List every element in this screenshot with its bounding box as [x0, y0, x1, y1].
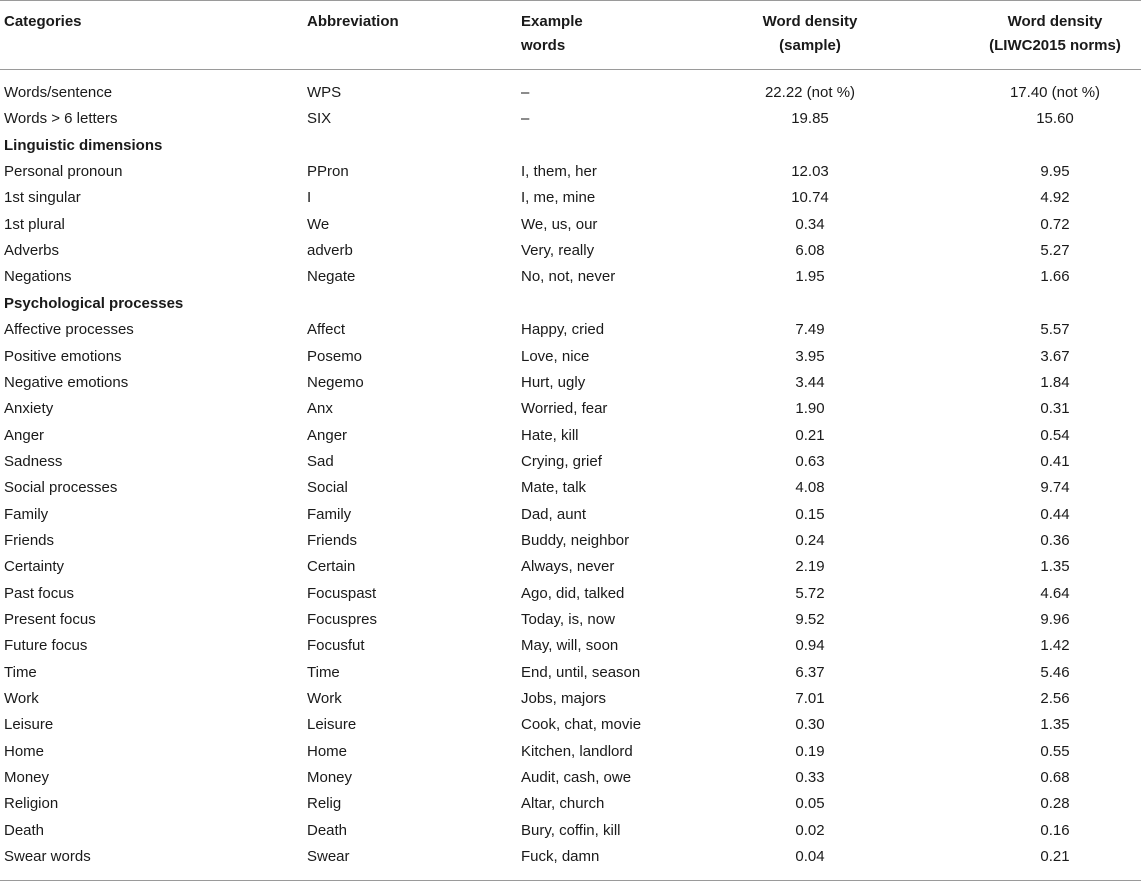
sample-density-cell: 0.04: [795, 848, 825, 866]
example-words-cell: Crying, grief: [521, 452, 602, 470]
abbreviation-cell: PPron: [307, 163, 349, 181]
abbreviation-cell: Sad: [307, 452, 334, 470]
abbreviation-cell: Anger: [307, 426, 348, 444]
header-example-line1: Example: [521, 13, 583, 30]
table-row: [0, 185, 1143, 211]
example-words-cell: Today, is, now: [521, 611, 615, 628]
norms-density-cell: 17.40 (not %): [1009, 84, 1101, 101]
norms-density-cell: 1.42: [1040, 637, 1070, 655]
abbreviation-cell: Social: [307, 479, 348, 497]
abbreviation-cell: Money: [307, 769, 353, 787]
example-words-cell: We, us, our: [521, 215, 598, 233]
abbreviation-cell: Leisure: [307, 716, 357, 734]
abbreviation-cell: Certain: [307, 558, 356, 576]
category-cell: Home: [4, 742, 45, 760]
example-words-cell: Cook, chat, movie: [521, 716, 642, 734]
table-row: [0, 739, 1143, 765]
abbreviation-cell: Relig: [307, 795, 342, 813]
table-row: [0, 502, 1143, 528]
table-row: [0, 317, 1143, 343]
abbreviation-cell: Swear: [307, 848, 350, 866]
example-words-cell: Hate, kill: [521, 426, 579, 444]
category-cell: 1st plural: [4, 215, 65, 233]
norms-density-cell: 4.92: [1040, 189, 1070, 207]
abbreviation-cell: SIX: [307, 110, 332, 128]
abbreviation-cell: Negemo: [307, 373, 364, 391]
norms-density-cell: 0.16: [1040, 821, 1070, 839]
category-cell: Negations: [4, 268, 72, 286]
norms-density-cell: 9.74: [1040, 479, 1070, 497]
sample-density-cell: 5.72: [795, 584, 825, 602]
category-cell: Leisure: [4, 716, 54, 734]
category-cell: Friends: [4, 531, 55, 549]
example-words-cell: I, me, mine: [521, 189, 596, 207]
example-words-cell: Fuck, damn: [521, 848, 600, 866]
table-row: [0, 212, 1143, 238]
abbreviation-cell: Work: [307, 690, 342, 708]
abbreviation-cell: We: [307, 215, 330, 233]
example-words-cell: Worried, fear: [521, 400, 608, 418]
category-cell: Religion: [4, 795, 59, 813]
sample-density-cell: 0.30: [795, 716, 825, 734]
norms-density-cell: 1.66: [1040, 268, 1070, 286]
abbreviation-cell: Affect: [307, 321, 346, 339]
table-top-rule: [0, 0, 1141, 1]
sample-density-cell: 3.95: [795, 347, 825, 365]
norms-density-cell: 1.35: [1040, 716, 1070, 734]
sample-density-cell: 0.05: [795, 795, 825, 813]
category-cell: Time: [4, 663, 37, 681]
norms-density-cell: 9.95: [1040, 163, 1070, 181]
abbreviation-cell: Time: [307, 663, 340, 681]
category-cell: Death: [4, 821, 45, 839]
sample-density-cell: 10.74: [791, 189, 829, 207]
abbreviation-cell: Friends: [307, 531, 358, 549]
example-words-cell: –: [521, 84, 530, 101]
sample-density-cell: 9.52: [795, 611, 825, 628]
sample-density-cell: 7.01: [795, 690, 825, 708]
category-cell: Past focus: [4, 584, 75, 602]
example-words-cell: Hurt, ugly: [521, 373, 586, 391]
sample-density-cell: 0.33: [795, 769, 825, 787]
table-row: [0, 238, 1143, 264]
header-categories: Categories: [4, 13, 82, 30]
category-cell: Words > 6 letters: [4, 110, 118, 128]
norms-density-cell: 0.44: [1040, 505, 1070, 523]
sample-density-cell: 12.03: [791, 163, 829, 181]
table-row: [0, 423, 1143, 449]
header-word-density-norms: [970, 10, 1140, 58]
header-norms-line2: (LIWC2015 norms): [989, 37, 1121, 54]
category-cell: Future focus: [4, 637, 88, 655]
norms-density-cell: 5.46: [1040, 663, 1070, 681]
header-bottom-rule: [0, 69, 1141, 70]
example-words-cell: Mate, talk: [521, 479, 587, 497]
abbreviation-cell: I: [307, 189, 312, 207]
norms-density-cell: 15.60: [1036, 110, 1074, 128]
sample-density-cell: 0.94: [795, 637, 825, 655]
table-row: [0, 818, 1143, 844]
example-words-cell: Altar, church: [521, 795, 605, 813]
header-word-density-sample: [720, 10, 900, 58]
norms-density-cell: 0.41: [1040, 452, 1070, 470]
abbreviation-cell: Home: [307, 742, 348, 760]
norms-density-cell: 0.72: [1040, 215, 1070, 233]
category-cell: Positive emotions: [4, 347, 122, 365]
sample-density-cell: 7.49: [795, 321, 825, 339]
norms-density-cell: 0.55: [1040, 742, 1070, 760]
abbreviation-cell: Focusfut: [307, 637, 365, 655]
header-abbreviation: Abbreviation: [307, 13, 399, 30]
category-cell: 1st singular: [4, 189, 81, 207]
category-cell: Work: [4, 690, 39, 708]
table-row: [0, 554, 1143, 580]
table-row: [0, 660, 1143, 686]
table-row: [0, 475, 1143, 501]
example-words-cell: No, not, never: [521, 268, 616, 286]
table-row: [0, 370, 1143, 396]
table-row: [0, 264, 1143, 290]
abbreviation-cell: adverb: [307, 242, 353, 260]
norms-density-cell: 3.67: [1040, 347, 1070, 365]
table-row: [0, 449, 1143, 475]
sample-density-cell: 0.24: [795, 531, 825, 549]
category-cell: Swear words: [4, 848, 91, 866]
abbreviation-cell: Death: [307, 821, 348, 839]
abbreviation-cell: Negate: [307, 268, 356, 286]
category-cell: Sadness: [4, 452, 63, 470]
example-words-cell: –: [521, 110, 530, 128]
header-norms-line1: Word density: [1007, 13, 1103, 30]
category-cell: Anger: [4, 426, 45, 444]
abbreviation-cell: Focuspres: [307, 611, 378, 628]
category-cell: Psychological processes: [4, 294, 184, 312]
table-row: [0, 581, 1143, 607]
norms-density-cell: 4.64: [1040, 584, 1070, 602]
table-row: [0, 607, 1143, 633]
norms-density-cell: 0.31: [1040, 400, 1070, 418]
example-words-cell: May, will, soon: [521, 637, 619, 655]
table-row: [0, 712, 1143, 738]
example-words-cell: Jobs, majors: [521, 690, 607, 708]
table-row: [0, 106, 1143, 132]
norms-density-cell: 1.35: [1040, 558, 1070, 576]
norms-density-cell: 0.28: [1040, 795, 1070, 813]
norms-density-cell: 0.68: [1040, 769, 1070, 787]
example-words-cell: Bury, coffin, kill: [521, 821, 621, 839]
sample-density-cell: 3.44: [795, 373, 825, 391]
category-cell: Money: [4, 769, 50, 787]
abbreviation-cell: Anx: [307, 400, 333, 418]
table-row: [0, 344, 1143, 370]
example-words-cell: Audit, cash, owe: [521, 769, 632, 787]
example-words-cell: Dad, aunt: [521, 505, 587, 523]
category-cell: Anxiety: [4, 400, 54, 418]
norms-density-cell: 0.54: [1040, 426, 1070, 444]
norms-density-cell: 5.57: [1040, 321, 1070, 339]
category-cell: Present focus: [4, 611, 96, 628]
table-row: [0, 765, 1143, 791]
table-row: [0, 686, 1143, 712]
table-row: [0, 396, 1143, 422]
norms-density-cell: 1.84: [1040, 373, 1070, 391]
table-row: [0, 80, 1143, 106]
abbreviation-cell: Family: [307, 505, 352, 523]
table-row: [0, 791, 1143, 817]
sample-density-cell: 0.19: [795, 742, 825, 760]
sample-density-cell: 0.21: [795, 426, 825, 444]
header-example-words: [521, 10, 583, 58]
sample-density-cell: 0.15: [795, 505, 825, 523]
category-cell: Linguistic dimensions: [4, 136, 163, 154]
norms-density-cell: 0.36: [1040, 531, 1070, 549]
abbreviation-cell: Posemo: [307, 347, 363, 365]
example-words-cell: Buddy, neighbor: [521, 531, 630, 549]
sample-density-cell: 0.34: [795, 215, 825, 233]
example-words-cell: Happy, cried: [521, 321, 605, 339]
sample-density-cell: 2.19: [795, 558, 825, 576]
table-row: [0, 159, 1143, 185]
sample-density-cell: 0.02: [795, 821, 825, 839]
sample-density-cell: 1.90: [795, 400, 825, 418]
category-cell: Negative emotions: [4, 373, 129, 391]
table-row: [0, 844, 1143, 870]
table-bottom-rule: [0, 880, 1141, 881]
category-cell: Affective processes: [4, 321, 134, 339]
category-cell: Social processes: [4, 479, 118, 497]
example-words-cell: I, them, her: [521, 163, 597, 181]
example-words-cell: Kitchen, landlord: [521, 742, 633, 760]
section-heading-row: [0, 291, 1143, 317]
norms-density-cell: 9.96: [1040, 611, 1070, 628]
abbreviation-cell: Focuspast: [307, 584, 377, 602]
sample-density-cell: 6.08: [795, 242, 825, 260]
sample-density-cell: 22.22 (not %): [764, 84, 856, 101]
table-row: [0, 528, 1143, 554]
section-heading-row: [0, 133, 1143, 159]
header-example-line2: words: [521, 37, 566, 54]
norms-density-cell: 2.56: [1040, 690, 1070, 708]
sample-density-cell: 1.95: [795, 268, 825, 286]
norms-density-cell: 5.27: [1040, 242, 1070, 260]
category-cell: Adverbs: [4, 242, 60, 260]
example-words-cell: Love, nice: [521, 347, 590, 365]
category-cell: Certainty: [4, 558, 65, 576]
norms-density-cell: 0.21: [1040, 848, 1070, 866]
example-words-cell: Ago, did, talked: [521, 584, 625, 602]
header-sample-line2: (sample): [779, 37, 841, 54]
table-header: [0, 10, 1143, 62]
header-sample-line1: Word density: [762, 13, 858, 30]
example-words-cell: Always, never: [521, 558, 615, 576]
category-cell: Family: [4, 505, 49, 523]
sample-density-cell: 6.37: [795, 663, 825, 681]
category-cell: Personal pronoun: [4, 163, 123, 181]
sample-density-cell: 0.63: [795, 452, 825, 470]
example-words-cell: Very, really: [521, 242, 595, 260]
abbreviation-cell: WPS: [307, 84, 342, 101]
category-cell: Words/sentence: [4, 84, 113, 101]
example-words-cell: End, until, season: [521, 663, 641, 681]
table-row: [0, 633, 1143, 659]
sample-density-cell: 19.85: [791, 110, 829, 128]
sample-density-cell: 4.08: [795, 479, 825, 497]
